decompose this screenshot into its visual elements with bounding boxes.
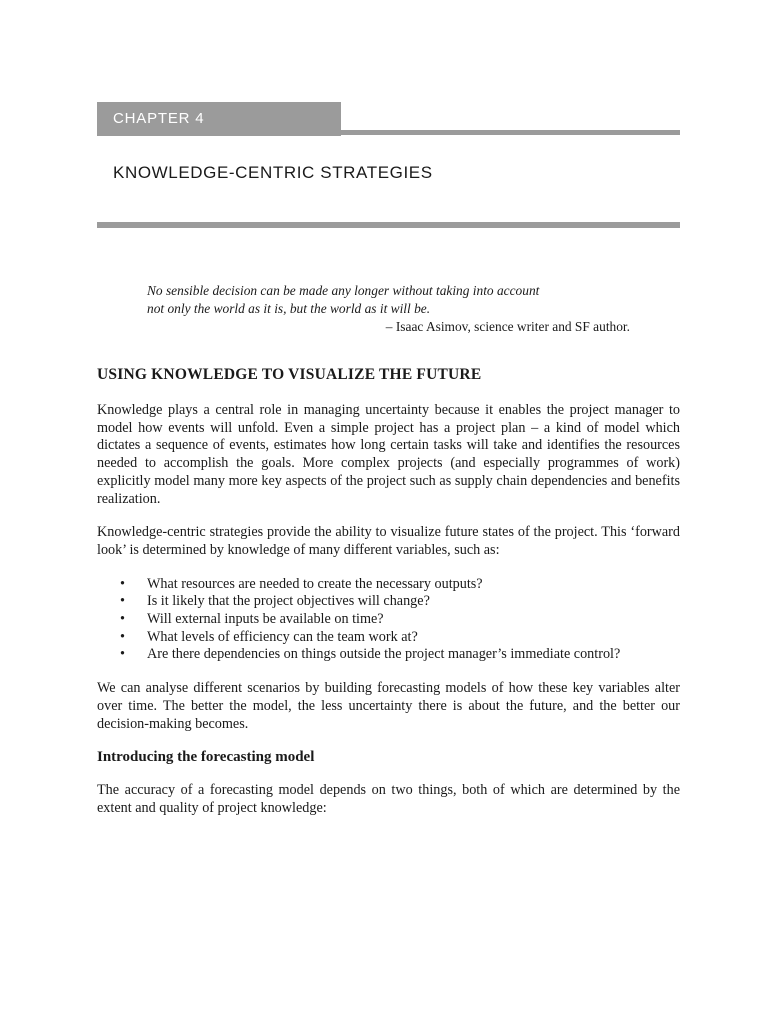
- paragraph: Knowledge plays a central role in managing uncertainty because it enables the project manager to model how events will unfold. Even a simple project has a project plan – a kind of model which dictates a sequence of events, estimates how long certain tasks will take and identifies the resources needed to accomplish the goals. More complex projects (and especially programmes of work) explicitly model many more key aspects of the project such as supply chain dependencies and benefits realization.: [97, 402, 680, 507]
- page-body: [97, 366, 680, 834]
- bullet-icon: •: [120, 575, 125, 592]
- epigraph: [147, 282, 633, 336]
- subsection-heading: Introducing the forecasting model: [97, 749, 315, 766]
- paragraph: The accuracy of a forecasting model depends on two things, both of which are determined by the extent and quality of project knowledge:: [97, 782, 680, 816]
- bullet-text: Is it likely that the project objectives will change?: [147, 593, 430, 610]
- epigraph-line: not only the world as it is, but the world as it will be.: [147, 301, 431, 316]
- paragraph: Knowledge-centric strategies provide the ability to visualize future states of the project. This ‘forward look’ is determined by knowledge of many different variables, such as:: [97, 524, 680, 558]
- bullet-item: [97, 611, 680, 629]
- bullet-item: [97, 646, 680, 664]
- section-heading: USING KNOWLEDGE TO VISUALIZE THE FUTURE: [97, 366, 482, 383]
- chapter-label: CHAPTER 4: [113, 110, 205, 127]
- chapter-tab: [97, 102, 341, 136]
- bullet-text: What levels of efficiency can the team work at?: [147, 628, 418, 645]
- bullet-item: [97, 576, 680, 594]
- bullet-icon: •: [120, 611, 125, 628]
- bullet-text: Are there dependencies on things outside the project manager’s immediate control?: [147, 646, 621, 663]
- bullet-icon: •: [120, 593, 125, 610]
- bullet-icon: •: [120, 628, 125, 645]
- paragraph: We can analyse different scenarios by building forecasting models of how these key variables alter over time. The better the model, the less uncertainty there is about the future, and the better our decision-making becomes.: [97, 680, 680, 732]
- bullet-icon: •: [120, 646, 125, 663]
- epigraph-line: No sensible decision can be made any longer without taking into account: [147, 283, 540, 298]
- chapter-title-rule: [97, 222, 680, 228]
- chapter-header-rule: [341, 130, 680, 135]
- bullet-text: Will external inputs be available on time?: [147, 611, 384, 628]
- bullet-item: [97, 593, 680, 611]
- bullet-list: [97, 576, 680, 665]
- bullet-text: What resources are needed to create the necessary outputs?: [147, 575, 483, 592]
- epigraph-attribution: – Isaac Asimov, science writer and SF author.: [385, 319, 630, 334]
- chapter-title: KNOWLEDGE-CENTRIC STRATEGIES: [113, 163, 433, 182]
- bullet-item: [97, 629, 680, 647]
